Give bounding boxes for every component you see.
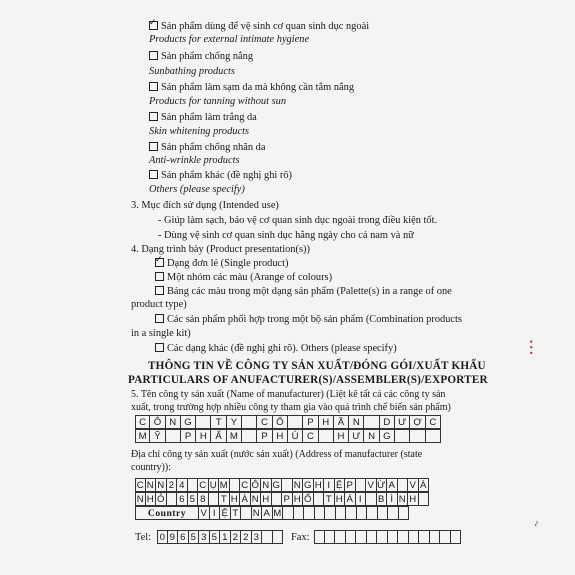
fax-digit-cell[interactable] <box>398 530 409 544</box>
address-cell[interactable]: H <box>261 492 272 506</box>
country-cell[interactable] <box>241 506 252 520</box>
address-cell[interactable]: Á <box>345 492 356 506</box>
address-cell[interactable] <box>272 492 283 506</box>
tel-digit-cell[interactable]: 3 <box>252 530 263 544</box>
presentation-heading: 4. Dạng trình bày (Product presentation(s)) <box>131 244 310 255</box>
presentation-kit: Các sản phẩm phối hợp trong một bộ sản phẩm (Combination products <box>155 314 462 326</box>
manufacturer-name-cell[interactable]: Ẩ <box>211 429 226 443</box>
address-cell[interactable]: H <box>314 478 325 492</box>
address-cell[interactable]: Ỏ <box>156 492 167 506</box>
address-cell[interactable]: I <box>356 492 367 506</box>
manufacturer-name-cell[interactable]: H <box>273 429 288 443</box>
product-type-1-en: Products for external intimate hygiene <box>149 34 310 45</box>
tel-digit-cell[interactable]: 1 <box>220 530 231 544</box>
address-cell[interactable]: 8 <box>198 492 209 506</box>
manufacturer-name-row-2[interactable] <box>135 429 441 443</box>
checkbox-icon[interactable] <box>149 170 158 179</box>
address-cell[interactable]: H <box>408 492 419 506</box>
fax-digit-cell[interactable] <box>409 530 420 544</box>
country-cell[interactable] <box>304 506 315 520</box>
product-type-3-en: Products for tanning without sun <box>149 96 287 107</box>
product-type-3: Sản phẩm làm sạm da mà không cần tắm nắng <box>149 82 354 94</box>
address-cell[interactable] <box>167 492 178 506</box>
manufacturer-name-cell[interactable]: N <box>364 429 379 443</box>
address-cell[interactable] <box>282 478 293 492</box>
fax-digit-cell[interactable] <box>377 530 388 544</box>
address-cell[interactable]: 2 <box>167 478 178 492</box>
manufacturer-name-cell[interactable]: H <box>319 415 334 429</box>
manufacturer-name-cell[interactable] <box>319 429 334 443</box>
manufacturer-name-cell[interactable]: Ợ <box>410 415 425 429</box>
address-cell[interactable]: A <box>387 478 398 492</box>
section-title-en: PARTICULARS OF ANUFACTURER(S)/ASSEMBLER(S)/EXPORTER <box>128 374 488 386</box>
address-cell[interactable]: Ừ <box>377 480 386 491</box>
country-cell[interactable]: T <box>231 506 242 520</box>
address-cell[interactable]: Ệ <box>335 478 346 492</box>
tel-digit-cell[interactable] <box>262 530 273 544</box>
product-type-2-en: Sunbathing products <box>149 66 235 77</box>
manufacturer-name-cell[interactable]: C <box>135 415 150 429</box>
address-row-1[interactable] <box>135 478 429 492</box>
address-cell[interactable]: N <box>398 492 409 506</box>
section-title-vi: THÔNG TIN VỀ CÔNG TY SẢN XUẤT/ĐÓNG GÓI/XUẤT KHẨU <box>148 360 486 372</box>
address-cell[interactable]: B <box>377 492 388 506</box>
manufacturer-name-cell[interactable] <box>166 429 181 443</box>
address-cell[interactable]: 4 <box>177 478 188 492</box>
country-cell[interactable] <box>294 506 305 520</box>
manufacturer-name-cell[interactable]: P <box>303 415 318 429</box>
country-cell[interactable]: A <box>262 506 273 520</box>
manufacturer-name-cell[interactable]: M <box>135 429 150 443</box>
address-cell[interactable] <box>398 478 409 492</box>
country-cell[interactable]: M <box>273 508 282 519</box>
address-cell[interactable] <box>188 478 199 492</box>
intended-use-line2: - Dùng vệ sinh cơ quan sinh dục hằng ngày cho cả nam và nữ <box>158 230 414 241</box>
product-type-6-en: Others (please specify) <box>149 184 245 195</box>
address-label-cont: country)): <box>131 462 171 473</box>
country-cell[interactable] <box>357 506 368 520</box>
country-cell[interactable] <box>399 506 410 520</box>
product-type-5-en: Anti-wrinkle products <box>149 155 240 166</box>
tel-digit-cell[interactable]: 2 <box>231 530 242 544</box>
fax-digit-cell[interactable] <box>388 530 399 544</box>
country-cell[interactable] <box>325 506 336 520</box>
manufacturer-name-cell[interactable]: G <box>380 429 395 443</box>
address-cell[interactable]: T <box>219 492 230 506</box>
manufacturer-name-cell[interactable]: Ô <box>150 415 165 429</box>
address-cell[interactable]: C <box>136 480 144 491</box>
address-cell[interactable]: G <box>303 478 314 492</box>
fax-digit-cell[interactable] <box>419 530 430 544</box>
manufacturer-name-cell[interactable]: G <box>181 415 196 429</box>
country-cell[interactable]: I <box>210 506 221 520</box>
country-row[interactable] <box>135 506 409 520</box>
tel-digit-cell[interactable]: 2 <box>241 530 252 544</box>
address-cell[interactable]: H <box>293 492 304 506</box>
presentation-palette: Bảng các màu trong một dạng sản phẩm (Palette(s) in a range of one <box>155 286 452 298</box>
address-cell[interactable] <box>356 478 367 492</box>
address-cell[interactable]: Ụ <box>209 478 220 492</box>
address-cell[interactable]: À <box>419 478 430 492</box>
tel-digit-cell[interactable]: 5 <box>210 530 221 544</box>
address-cell[interactable]: Ì <box>387 492 398 506</box>
presentation-single: ✓Dạng đơn lẻ (Single product) <box>155 258 289 270</box>
manufacturer-name-cell[interactable]: P <box>181 429 196 443</box>
address-cell[interactable]: H <box>146 492 157 506</box>
manufacturer-name-cell[interactable]: N <box>349 415 364 429</box>
address-cell[interactable]: G <box>272 478 283 492</box>
product-type-5: Sản phẩm chống nhăn da <box>149 142 265 154</box>
manufacturer-name-cell[interactable]: N <box>166 415 181 429</box>
country-cell[interactable] <box>346 506 357 520</box>
address-cell[interactable]: N <box>136 494 144 505</box>
manufacturer-name-cell[interactable] <box>196 415 211 429</box>
manufacturer-name-label: 5. Tên công ty sản xuất (Name of manufacturer) (Liệt kê tất cả các công ty sản <box>131 389 446 400</box>
address-cell[interactable]: V <box>408 478 419 492</box>
address-cell[interactable]: I <box>324 478 335 492</box>
manufacturer-name-cell[interactable] <box>426 429 441 443</box>
address-cell[interactable]: Ố <box>303 492 314 506</box>
fax-label: Fax: <box>291 532 310 543</box>
country-cell[interactable] <box>336 506 347 520</box>
manufacturer-name-label-cont: xuất, trong trường hợp nhiều công ty tham gia vào quá trình chế biến sản phẩm) <box>131 402 451 413</box>
fax-field[interactable] <box>314 530 461 544</box>
manufacturer-name-cell[interactable] <box>242 415 257 429</box>
tel-field[interactable] <box>157 530 283 544</box>
manufacturer-name-cell[interactable] <box>364 415 379 429</box>
checkbox-icon[interactable] <box>155 343 164 352</box>
manufacturer-name-cell[interactable] <box>410 429 425 443</box>
product-type-6: Sản phẩm khác (đề nghị ghi rõ) <box>149 170 292 182</box>
manufacturer-name-cell[interactable]: Ú <box>288 429 303 443</box>
checkbox-icon[interactable] <box>155 272 164 281</box>
address-cell[interactable]: T <box>324 492 335 506</box>
fax-digit-cell[interactable] <box>440 530 451 544</box>
country-cell[interactable] <box>283 506 294 520</box>
presentation-kit-cont: in a single kit) <box>131 328 191 339</box>
manufacturer-name-cell[interactable]: C <box>303 429 318 443</box>
checked-box-icon[interactable] <box>149 21 158 30</box>
intended-use-heading: 3. Mục đích sử dụng (Intended use) <box>131 200 279 211</box>
country-cell[interactable]: V <box>199 506 210 520</box>
manufacturer-name-cell[interactable] <box>395 429 410 443</box>
product-type-4: Sản phẩm làm trắng da <box>149 112 257 124</box>
manufacturer-name-cell[interactable]: Ổ <box>273 415 288 429</box>
manufacturer-name-cell[interactable]: P <box>257 429 272 443</box>
manufacturer-name-cell[interactable]: H <box>334 429 349 443</box>
manufacturer-name-cell[interactable]: T <box>211 415 226 429</box>
manufacturer-name-cell[interactable]: D <box>380 415 395 429</box>
fax-digit-cell[interactable] <box>335 530 346 544</box>
manufacturer-name-cell[interactable]: Ư <box>349 429 364 443</box>
presentation-other: Các dạng khác (đề nghị ghi rõ). Others (please specify) <box>155 343 397 355</box>
address-cell[interactable]: À <box>240 492 251 506</box>
country-label: Country <box>135 506 199 520</box>
country-cell[interactable] <box>315 506 326 520</box>
address-cell[interactable]: V <box>366 478 377 492</box>
manufacturer-name-cell[interactable]: Ầ <box>334 415 349 429</box>
address-cell[interactable]: Ô <box>251 478 262 492</box>
manufacturer-name-cell[interactable]: Ư <box>395 415 410 429</box>
fax-digit-cell[interactable] <box>346 530 357 544</box>
country-cell[interactable]: Ệ <box>220 506 231 520</box>
address-cell[interactable] <box>209 492 220 506</box>
address-cell[interactable]: N <box>293 478 304 492</box>
address-cell[interactable]: M <box>219 480 228 491</box>
fax-digit-cell[interactable] <box>451 530 462 544</box>
address-cell[interactable]: N <box>251 492 262 506</box>
address-cell[interactable]: C <box>198 478 209 492</box>
country-cell[interactable] <box>367 506 378 520</box>
tel-digit-cell[interactable]: 0 <box>157 530 168 544</box>
address-cell[interactable]: N <box>156 478 167 492</box>
address-cell[interactable]: 5 <box>188 492 199 506</box>
fax-digit-cell[interactable] <box>356 530 367 544</box>
manufacturer-name-cell[interactable]: H <box>196 429 211 443</box>
manufacturer-name-cell[interactable]: Ỹ <box>150 429 165 443</box>
checkbox-icon[interactable] <box>149 51 158 60</box>
country-cell[interactable] <box>378 506 389 520</box>
presentation-palette-cont: product type) <box>131 299 187 310</box>
checkbox-icon[interactable] <box>149 112 158 121</box>
address-label: Địa chỉ công ty sản xuất (nước sản xuất) (Address of manufacturer (state <box>131 449 423 460</box>
product-type-4-en: Skin whitening products <box>149 126 250 137</box>
address-cell[interactable]: N <box>146 478 157 492</box>
checkbox-icon[interactable] <box>149 142 158 151</box>
address-cell[interactable]: 6 <box>177 492 188 506</box>
checked-box-icon[interactable] <box>155 258 164 267</box>
tel-label: Tel: <box>135 532 152 543</box>
fax-digit-cell[interactable] <box>367 530 378 544</box>
fax-digit-cell[interactable] <box>430 530 441 544</box>
tel-digit-cell[interactable]: 9 <box>168 530 179 544</box>
manufacturer-name-cell[interactable]: Y <box>227 415 242 429</box>
product-type-2: Sản phẩm chống nắng <box>149 51 253 63</box>
fax-digit-cell[interactable] <box>325 530 336 544</box>
tel-digit-cell[interactable]: 5 <box>189 530 200 544</box>
initials-signature: ~ <box>530 519 544 529</box>
presentation-colours: Một nhóm các màu (Arange of colours) <box>155 272 332 284</box>
address-cell[interactable] <box>314 492 325 506</box>
manufacturer-name-cell[interactable]: C <box>257 415 272 429</box>
address-row-2[interactable] <box>135 492 429 506</box>
address-cell[interactable] <box>366 492 377 506</box>
address-cell[interactable]: P <box>345 478 356 492</box>
checkbox-icon[interactable] <box>155 314 164 323</box>
country-cell[interactable]: N <box>252 506 263 520</box>
manufacturer-name-cell[interactable]: M <box>227 429 242 443</box>
checkbox-icon[interactable] <box>155 286 164 295</box>
address-cell[interactable]: N <box>261 478 272 492</box>
address-cell[interactable] <box>230 478 241 492</box>
address-cell[interactable]: H <box>335 492 346 506</box>
fax-digit-cell[interactable] <box>314 530 325 544</box>
checkbox-icon[interactable] <box>149 82 158 91</box>
tel-digit-cell[interactable] <box>273 530 284 544</box>
manufacturer-name-row-1[interactable] <box>135 415 441 429</box>
product-type-1: ✓Sản phẩm dùng để vệ sinh cơ quan sinh dục ngoài <box>149 21 369 33</box>
country-cell[interactable] <box>388 506 399 520</box>
address-cell[interactable]: C <box>240 478 251 492</box>
tel-digit-cell[interactable]: 3 <box>199 530 210 544</box>
intended-use-line1: - Giúp làm sạch, bảo vệ cơ quan sinh dục ngoài trong điều kiện tốt. <box>158 215 438 226</box>
address-cell[interactable]: P <box>282 492 293 506</box>
address-cell[interactable] <box>419 492 430 506</box>
tel-digit-cell[interactable]: 6 <box>178 530 189 544</box>
manufacturer-name-cell[interactable] <box>288 415 303 429</box>
manufacturer-name-cell[interactable]: C <box>426 415 441 429</box>
margin-stamp: • • • <box>526 340 536 355</box>
address-cell[interactable]: H <box>230 492 241 506</box>
manufacturer-name-cell[interactable] <box>242 429 257 443</box>
